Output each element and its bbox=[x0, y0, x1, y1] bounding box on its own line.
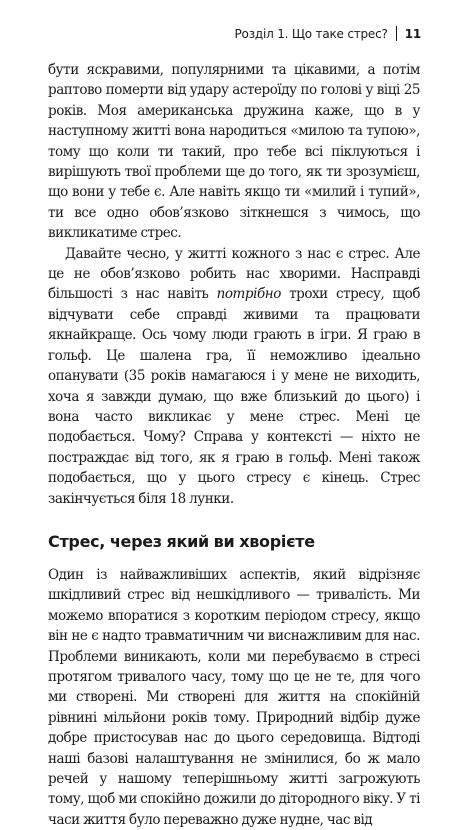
paragraph-text: Давайте чесно, у житті кожного з нас є стрес. Але це не обов’язково робить нас хворими. Насправді більшості з нас навіть bbox=[48, 245, 420, 303]
section-heading: Стрес, через який ви хворієте bbox=[48, 531, 315, 551]
body-text bbox=[48, 60, 420, 830]
page-number: 11 bbox=[404, 27, 421, 41]
paragraph bbox=[48, 244, 420, 509]
paragraph-text: бути яскравими, популярними та цікавими, а потім раптово померти від удару астероїду по голові у віці 25 років. Моя американська дружина каже, що в у наступному житті вона народиться «милою та тупою», тому що коли ти такий, про тебе всі піклуються і вирішують твої проблеми ще до того, як ти зрозумієш, що вони у тебе є. Але навіть якщо ти «милий і тупий», ти все одно обов’язково зіткнешся з чимось, що викликатиме стрес. bbox=[48, 62, 420, 242]
chapter-title: Розділ 1. Що таке стрес? bbox=[234, 27, 388, 41]
running-header bbox=[235, 26, 421, 41]
paragraph bbox=[48, 565, 420, 830]
header-divider bbox=[396, 26, 397, 41]
paragraph-text: Один із найважливіших аспектів, який відрізняє шкідливий стрес від нешкідливого — тривалість. Ми можемо впоратися з коротким періодом стресу, якщо він не є надто травматичним чи виснажливим для нас. Проблеми виникають, коли ми перебуваємо в стресі протягом тривалого часу, тому що це не те, для чого ми створені. Ми створені для життя на спокійній рівнині мільйони років тому. Природний відбір дуже добре пристосував нас до цього середовища. Відтоді наші базові налаштування не змінилися, бо ж мало речей у нашому теперішньому житті загрожують тому, щоб ми спокійно дожили до дітородного віку. У ті часи життя було переважно дуже нудне, час від bbox=[48, 566, 420, 828]
paragraph-continued bbox=[48, 60, 420, 244]
paragraph-text: трохи стресу, щоб відчувати себе справді живими та працювати якнайкраще. Ось чому люди грають в ігри. Я граю в гольф. Це шалена гра, її неможливо ідеально опанувати (35 років намагаюся і у мене не виходить, хоча я завжди думаю, що вже близький до цього) і вона часто викликає у мене стрес. Мені це подобається. Чому? Справа у контексті — ніхто не постраждає від того, як я граю в гольф. Мені також подобається, що у цього стресу є кінець. Стрес закінчується біля 18 лунки. bbox=[48, 286, 420, 507]
emphasis-word: потрібно bbox=[216, 286, 281, 303]
